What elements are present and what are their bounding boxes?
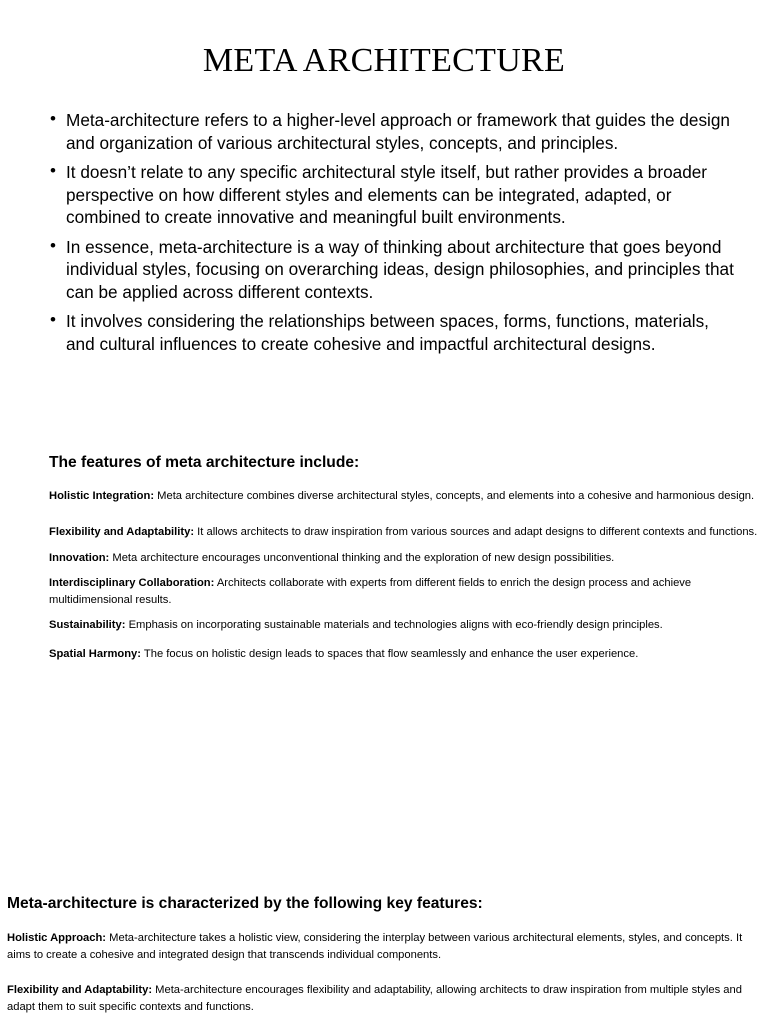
feature-item (49, 524, 761, 541)
feature-term: Holistic Integration: (49, 490, 155, 502)
page-title: META ARCHITECTURE (202, 42, 566, 79)
feature-term: Flexibility and Adaptability: (49, 526, 195, 538)
feature-text: The focus on holistic design leads to spaces that flow seamlessly and enhance the user experience. (141, 648, 639, 660)
feature-text: Meta architecture combines diverse architectural styles, concepts, and elements into a cohesive and harmonious design. (154, 490, 755, 502)
feature-text: Emphasis on incorporating sustainable materials and technologies aligns with eco-friendly design principles. (125, 619, 663, 631)
feature-item (49, 617, 761, 634)
key-feature-term: Flexibility and Adaptability: (7, 984, 153, 996)
feature-item (49, 488, 761, 505)
feature-item (49, 575, 761, 609)
key-feature-text: Meta-architecture takes a holistic view, considering the interplay between various architectural elements, styles, and concepts. It aims to create a cohesive and integrated design that transcends individual components. (7, 932, 743, 961)
feature-item (49, 646, 761, 663)
feature-item (49, 550, 761, 567)
features-section (49, 454, 761, 663)
intro-bullet-list (0, 109, 768, 362)
feature-text: Architects collaborate with experts from different fields to enrich the design process and achieve multidimensional results. (49, 577, 692, 606)
bullet-item (50, 235, 738, 304)
feature-term: Interdisciplinary Collaboration: (49, 577, 215, 589)
bullet-icon: • (50, 235, 56, 255)
bullet-icon: • (50, 161, 56, 180)
bullet-icon: • (50, 109, 56, 128)
key-feature-text: Meta-architecture encourages flexibility and adaptability, allowing architects to draw inspiration from multiple styles and adapt them to suit specific contexts and functions. (7, 984, 742, 1013)
feature-text: It allows architects to draw inspiration from various sources and adapt designs to different contexts and functions. (194, 526, 758, 538)
key-feature-item (7, 982, 763, 1016)
bullet-text: It doesn’t relate to any specific architectural style itself, but rather provides a broader perspective on how different styles and elements can be integrated, adapted, or combined to create innovative and meaningful built environments. (66, 162, 708, 227)
bullet-item (50, 310, 738, 355)
bullet-text: It involves considering the relationships between spaces, forms, functions, materials, and cultural influences to create cohesive and impactful architectural designs. (66, 311, 709, 354)
feature-text: Meta architecture encourages unconventional thinking and the exploration of new design possibilities. (109, 552, 615, 564)
bullet-item (50, 109, 738, 154)
key-features-heading: Meta-architecture is characterized by the following key features: (7, 895, 483, 912)
feature-term: Sustainability: (49, 619, 126, 631)
key-feature-item (7, 930, 763, 964)
bullet-text: In essence, meta-architecture is a way of thinking about architecture that goes beyond individual styles, focusing on overarching ideas, design philosophies, and principles that can be applied across different contexts. (66, 236, 734, 302)
bullet-item (50, 161, 738, 229)
features-heading: The features of meta architecture include: (49, 454, 360, 471)
key-feature-term: Holistic Approach: (7, 932, 107, 944)
feature-term: Innovation: (49, 552, 110, 564)
bullet-text: Meta-architecture refers to a higher-level approach or framework that guides the design and organization of various architectural styles, concepts, and principles. (66, 110, 730, 153)
feature-term: Spatial Harmony: (49, 648, 142, 660)
key-features-section (7, 895, 763, 1016)
bullet-icon: • (50, 310, 56, 329)
